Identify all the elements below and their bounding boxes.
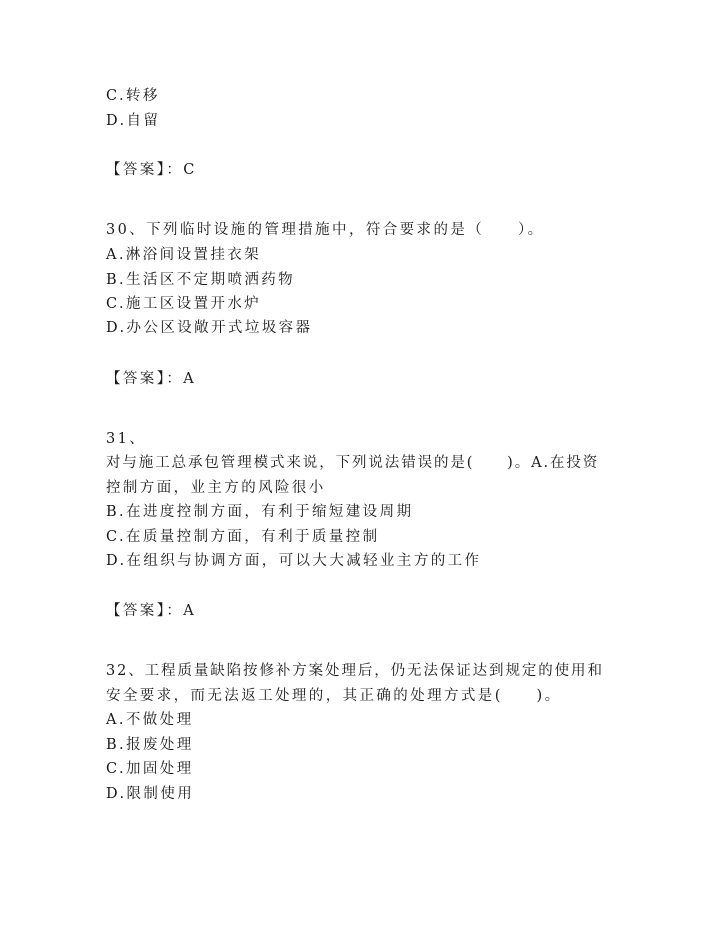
q30-option-c: C.施工区设置开水炉 xyxy=(106,296,262,312)
q29-option-c: C.转移 xyxy=(106,88,160,104)
q32-option-b: B.报废处理 xyxy=(106,737,194,753)
q32-question-line1: 32、工程质量缺陷按修补方案处理后，仍无法保证达到规定的使用和 xyxy=(106,663,604,679)
q29-option-d: D.自留 xyxy=(106,113,161,129)
q31-option-b: B.在进度控制方面，有利于缩短建设周期 xyxy=(106,504,414,520)
q32-question-line2: 安全要求，而无法返工处理的，其正确的处理方式是( )。 xyxy=(106,688,562,704)
q31-question-line1: 对与施工总承包管理模式来说，下列说法错误的是( )。A.在投资 xyxy=(106,455,600,471)
q30-option-a: A.淋浴间设置挂衣架 xyxy=(106,247,262,263)
q29-answer: 【答案】：C xyxy=(106,162,197,178)
q32-option-c: C.加固处理 xyxy=(106,761,194,777)
q30-option-d: D.办公区设敞开式垃圾容器 xyxy=(106,320,313,336)
q30-option-b: B.生活区不定期喷洒药物 xyxy=(106,272,296,288)
q32-option-a: A.不做处理 xyxy=(106,712,194,728)
q31-option-c: C.在质量控制方面，有利于质量控制 xyxy=(106,529,380,545)
q31-answer: 【答案】：A xyxy=(106,603,197,619)
q31-number: 31、 xyxy=(106,431,147,447)
q31-question-line2: 控制方面，业主方的风险很小 xyxy=(106,480,326,496)
q30-question: 30、下列临时设施的管理措施中，符合要求的是（ ）。 xyxy=(106,222,545,238)
q30-answer: 【答案】：A xyxy=(106,371,197,387)
q31-option-d: D.在组织与协调方面，可以大大减轻业主方的工作 xyxy=(106,553,482,569)
q32-option-d: D.限制使用 xyxy=(106,786,195,802)
